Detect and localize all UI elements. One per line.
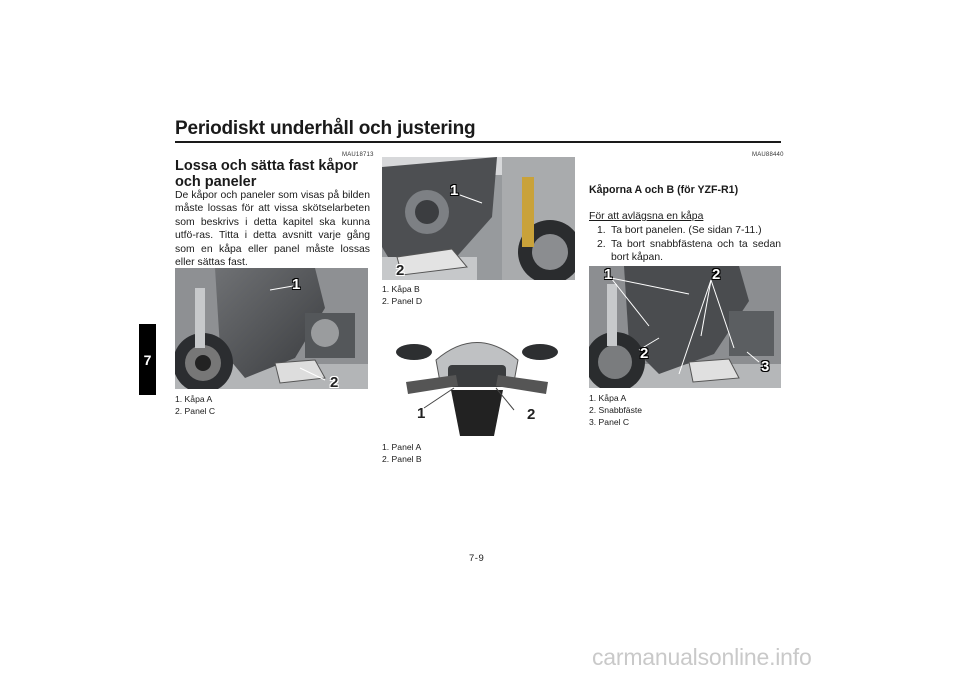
figure-caption: [382, 283, 422, 307]
figure-callout-2: 2: [527, 406, 536, 423]
section3-subtitle: Kåporna A och B (för YZF-R1): [589, 184, 739, 196]
figure-callout-2: 2: [396, 262, 405, 279]
caption-line: 1. Kåpa B: [382, 284, 420, 294]
section1-code: MAU18713: [342, 152, 374, 158]
step-text: Ta bort panelen. (Se sidan 7-11.): [611, 225, 762, 236]
watermark: carmanualsonline.info: [592, 644, 812, 670]
figure-callout-3: 3: [761, 358, 770, 375]
caption-line: 2. Panel B: [382, 454, 422, 464]
caption-line: 1. Panel A: [382, 442, 422, 452]
motorcycle-side-right-illustration: [382, 157, 575, 280]
figure-callout-1: 1: [292, 276, 301, 293]
figure-callout-2: 2: [330, 374, 339, 391]
figure-caption: [589, 392, 642, 428]
caption-line: 1. Kåpa A: [589, 393, 627, 403]
figure-fairing-a-photo: [175, 268, 368, 389]
figure-caption: [175, 393, 215, 417]
page-number: 7-9: [469, 553, 485, 564]
section1-body: De kåpor och paneler som visas på bilden måste lossas för att vissa skötselarbeten som beskrivs i detta kapitel ska kunna utfö-ras. Titta i detta avsnitt varje gång som en kåpa eller panel måste lossas eller sättas fast.: [175, 190, 370, 269]
figure-callout-1: 1: [450, 182, 459, 199]
step-number: 1.: [597, 225, 606, 236]
section1-title: Lossa och sätta fast kåpor och paneler: [175, 158, 358, 190]
caption-line: 2. Panel D: [382, 296, 423, 306]
figure-fairing-b-photo: [382, 157, 575, 280]
caption-line: 2. Snabbfäste: [589, 405, 643, 415]
step-text: Ta bort snabbfästena och ta sedan bort kåpan.: [611, 239, 781, 264]
caption-line: 3. Panel C: [589, 417, 630, 427]
figure-callout-2: 2: [640, 345, 649, 362]
section3-code: MAU88440: [752, 152, 784, 158]
page-header-title: Periodiskt underhåll och justering: [175, 118, 476, 139]
motorcycle-side-left-illustration: [175, 268, 368, 389]
figure-callout-1: 1: [417, 405, 426, 422]
caption-line: 1. Kåpa A: [175, 394, 213, 404]
chapter-tab: 7: [139, 324, 156, 395]
section3-procedure-heading: För att avlägsna en kåpa: [589, 211, 704, 222]
header-rule: [175, 141, 781, 143]
figure-callout-1: 1: [604, 266, 613, 283]
figure-callout-2: 2: [712, 266, 721, 283]
caption-line: 2. Panel C: [175, 406, 216, 416]
step-number: 2.: [597, 239, 606, 250]
figure-caption: [382, 441, 422, 465]
motorcycle-side-left-illustration: [589, 266, 781, 388]
figure-snap-fasteners-photo: [589, 266, 781, 388]
